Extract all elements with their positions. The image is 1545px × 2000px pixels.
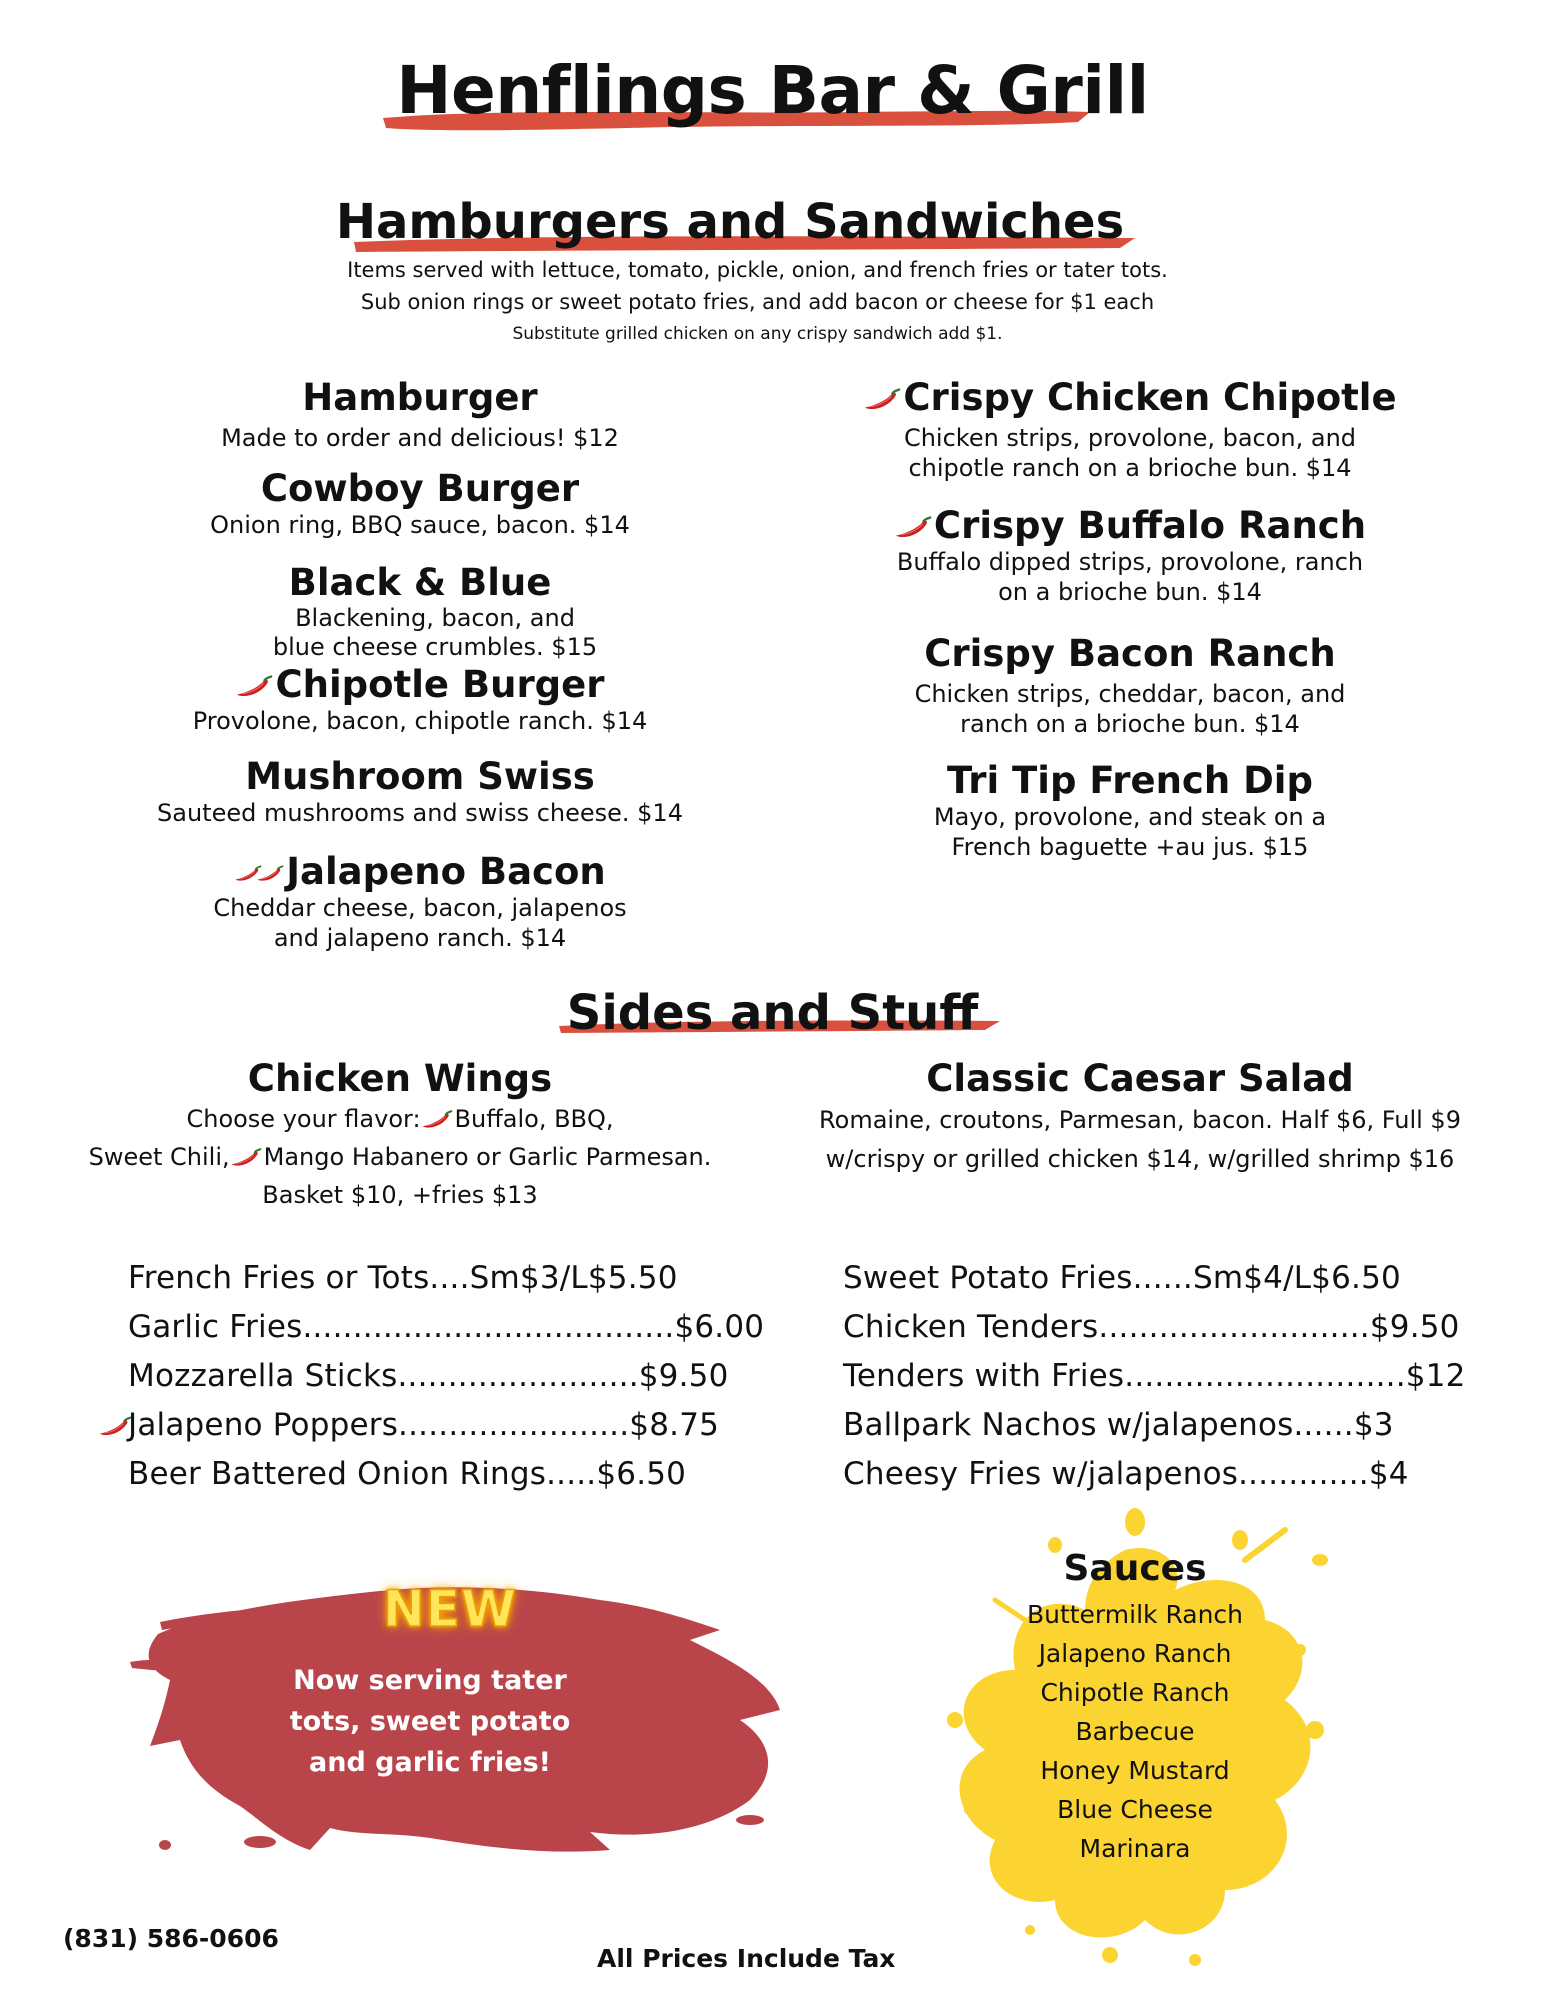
item-name (120, 664, 720, 706)
new-promo-text (250, 1660, 610, 1783)
sauces-box (935, 1548, 1335, 1868)
pepper-icon (256, 862, 284, 886)
item-desc: w/crispy or grilled chicken $14, w/grilled shrimp $16 (825, 1145, 1455, 1173)
item-name-text: Jalapeno Bacon (286, 850, 606, 893)
item-name: Black & Blue (288, 561, 552, 604)
section-heading-burgers: Hamburgers and Sandwiches (335, 194, 1125, 250)
item-desc: Basket $10, +fries $13 (262, 1181, 538, 1209)
burger-item (120, 468, 720, 540)
item-name: Cowboy Burger (260, 467, 580, 510)
promo-line: Now serving tater (293, 1665, 567, 1696)
item-name-text: Crispy Chicken Chipotle (903, 376, 1397, 419)
sides-list-left (128, 1254, 764, 1499)
list-item: Beer Battered Onion Rings.....$6.50 (128, 1456, 687, 1492)
pepper-icon (235, 675, 273, 699)
item-desc: French baguette +au jus. $15 (951, 833, 1309, 861)
list-item: Ballpark Nachos w/jalapenos......$3 (843, 1407, 1394, 1443)
item-desc: Blackening, bacon, and (295, 604, 575, 632)
burger-item (120, 756, 720, 828)
item-name: Crispy Bacon Ranch (924, 632, 1336, 675)
intro-line: Sub onion rings or sweet potato fries, and add bacon or cheese for $1 each (360, 290, 1155, 314)
list-item: Chicken Tenders...........................$9.50 (843, 1309, 1460, 1345)
pepper-icon (98, 1415, 132, 1439)
promo-line: tots, sweet potato (289, 1706, 571, 1737)
sandwich-item (830, 377, 1430, 483)
wings-desc-text: Mango Habanero or Garlic Parmesan. (263, 1143, 712, 1171)
item-desc: Onion ring, BBQ sauce, bacon. $14 (210, 511, 630, 539)
sauce-item: Marinara (1079, 1834, 1191, 1863)
item-desc: Buffalo dipped strips, provolone, ranch (896, 548, 1364, 576)
item-desc: chipotle ranch on a brioche bun. $14 (908, 454, 1352, 482)
sauce-item: Barbecue (1075, 1717, 1195, 1746)
sauce-item: Jalapeno Ranch (1038, 1639, 1232, 1668)
item-name (830, 377, 1430, 419)
item-desc: ranch on a brioche bun. $14 (960, 710, 1300, 738)
list-item-text: Jalapeno Poppers.......................$8.75 (128, 1407, 720, 1443)
item-desc: Sauteed mushrooms and swiss cheese. $14 (157, 799, 683, 827)
list-item (98, 1401, 764, 1450)
burger-item (120, 562, 720, 662)
sandwich-item (830, 633, 1430, 739)
list-item: Cheesy Fries w/jalapenos.............$4 (843, 1456, 1409, 1492)
phone-number: (831) 586-0606 (63, 1924, 279, 1953)
item-name: Hamburger (302, 376, 538, 419)
item-name-text: Chipotle Burger (275, 663, 605, 706)
tax-note: All Prices Include Tax (597, 1944, 896, 1973)
item-desc: and jalapeno ranch. $14 (273, 924, 567, 952)
sauces-title: Sauces (1063, 1548, 1207, 1589)
item-desc: Mayo, provolone, and steak on a (933, 803, 1327, 831)
list-item: French Fries or Tots....Sm$3/L$5.50 (128, 1260, 678, 1296)
list-item: Mozzarella Sticks........................$9.50 (128, 1358, 729, 1394)
item-name: Classic Caesar Salad (926, 1057, 1354, 1100)
pepper-icon (230, 1147, 262, 1169)
item-name (830, 505, 1430, 547)
sauce-item: Buttermilk Ranch (1026, 1600, 1244, 1629)
burger-item (120, 664, 720, 736)
wings-desc-text: Buffalo, BBQ, (454, 1105, 614, 1133)
intro-line: Substitute grilled chicken on any crispy sandwich add $1. (512, 324, 1003, 344)
item-desc: blue cheese crumbles. $15 (272, 633, 598, 661)
wings-desc-text: Choose your flavor: (186, 1105, 421, 1133)
new-badge: NEW (382, 1580, 518, 1638)
pepper-icon (863, 388, 901, 412)
promo-line: and garlic fries! (309, 1747, 551, 1778)
item-name-text: Crispy Buffalo Ranch (933, 504, 1367, 547)
item-desc: Cheddar cheese, bacon, jalapenos (213, 894, 627, 922)
burger-item (120, 851, 720, 953)
burger-item (120, 377, 720, 453)
sides-list-right (843, 1254, 1466, 1499)
list-item: Tenders with Fries............................$12 (843, 1358, 1466, 1394)
item-desc: Provolone, bacon, chipotle ranch. $14 (192, 707, 648, 735)
item-desc (40, 1100, 760, 1138)
wings-desc-text: Sweet Chili, (88, 1143, 230, 1171)
wings-item (40, 1058, 760, 1214)
item-desc: on a brioche bun. $14 (998, 578, 1262, 606)
list-item: Garlic Fries.....................................$6.00 (128, 1309, 765, 1345)
item-name: Chicken Wings (247, 1057, 553, 1100)
item-desc (40, 1138, 760, 1176)
item-name: Mushroom Swiss (245, 755, 595, 798)
item-name (120, 851, 720, 893)
section-heading-sides: Sides and Stuff (566, 985, 979, 1041)
intro-line: Items served with lettuce, tomato, pickle, onion, and french fries or tater tots. (347, 258, 1168, 282)
list-item: Sweet Potato Fries......Sm$4/L$6.50 (843, 1260, 1401, 1296)
caesar-item (760, 1058, 1520, 1178)
item-desc: Romaine, croutons, Parmesan, bacon. Half $6, Full $9 (819, 1106, 1461, 1134)
sauce-item: Chipotle Ranch (1040, 1678, 1230, 1707)
sandwich-item (830, 505, 1430, 607)
burgers-intro (0, 254, 1530, 350)
page-title: Henflings Bar & Grill (396, 52, 1149, 129)
pepper-icon (894, 516, 932, 540)
item-name: Tri Tip French Dip (947, 759, 1313, 802)
sauce-item: Honey Mustard (1040, 1756, 1230, 1785)
sauce-item: Blue Cheese (1057, 1795, 1213, 1824)
sandwich-item (830, 760, 1430, 862)
item-desc: Chicken strips, cheddar, bacon, and (914, 680, 1346, 708)
item-desc: Chicken strips, provolone, bacon, and (903, 424, 1357, 452)
item-desc: Made to order and delicious! $12 (221, 424, 619, 452)
pepper-icon (421, 1109, 453, 1131)
